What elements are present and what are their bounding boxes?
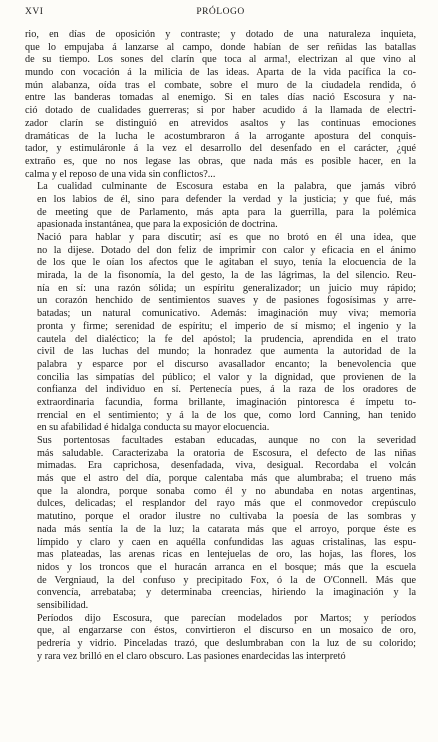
text-line: Sus portentosas facultades estaban educadas, aunque no con la severidad xyxy=(37,435,416,446)
text-line: calma y el reposo de una vida sin conflictos?... xyxy=(25,168,216,180)
text-line: pedrería y vidrio. Pinceladas trazó, que deslumbraban con la luz de su colorido; xyxy=(37,638,416,649)
text-line: nidos y los troncos que el huracán arranca en el bosque; más que la escuela xyxy=(37,561,416,573)
text-line: que, al engarzarse con éstos, convirtieron el discurso en un mosaico de oro, xyxy=(37,625,416,637)
text-line: en los labios de él, sino para defender la verdad y la justicia; y que fué, más xyxy=(37,193,416,205)
text-line: mún alabanza, oída tras el combate, sobre el muro de la ciudadela rendida, ó xyxy=(25,79,416,91)
text-line: extraño es, que no nos legase las obras, que nada más es posible hacer, en la xyxy=(25,155,416,167)
text-line: más saludable. Caracterizaba la oratoria de Escosura, el defecto de las niñas xyxy=(37,447,416,459)
paragraph xyxy=(25,435,416,613)
text-line: cautela del dialéctico; la fe del apóstol; la prudencia, aprendida en el trato xyxy=(37,333,416,345)
text-line: dulces, delicadas; el resplandor del rayo más que el conmovedor crepúsculo xyxy=(37,498,416,510)
text-line: extraordinaria facundia, forma brillante, imaginación pintoresca é ímpetu to- xyxy=(37,396,416,408)
text-line: concilia las simpatías del público; el valor y la dignidad, que provienen de la xyxy=(37,371,416,383)
text-line: mirada, la de la fisonomía, la del gesto, la de las lágrimas, la del silencio. Reu- xyxy=(37,270,416,282)
text-line: que lo empujaba á lanzarse al campo, donde habían de ser reñidas las batallas xyxy=(25,41,416,53)
text-line: rio, en días de oposición y contraste; y dotado de una naturaleza inquieta, xyxy=(25,29,416,40)
text-line: en su afabilidad é hidalga conducta su mayor elocuencia. xyxy=(37,422,270,434)
text-line: matutino, porque el orador ilustre no cultivaba la poesía de las sombras y xyxy=(37,511,416,523)
text-line: tador, y estimuláronle á la vez el desarrollo del desenfado en el carácter, ¿qué xyxy=(25,143,416,155)
text-line: límpido y claro y caen en aquélla confundidas las aguas cristalinas, las espu- xyxy=(37,536,416,548)
text-line: Nació para hablar y para discutir; así es que no brotó en él una idea, que xyxy=(37,232,416,243)
text-line: La cualidad culminante de Escosura estaba en la palabra, que jamás vibró xyxy=(37,181,416,193)
text-line: más que el astro del día, porque calentaba más que alumbraba; el trueno más xyxy=(37,473,416,485)
text-line: batadas; un natural comunicativo. Además: imaginación muy viva; memoria xyxy=(37,308,416,320)
text-line: pronta y firme; serenidad de espíritu; el imperio de sí mismo; el ingenio y la xyxy=(37,320,416,332)
body-text xyxy=(25,29,416,663)
text-line: ció dotado de cualidades guerreras; si por haber acudido á la llamada de electri- xyxy=(25,105,416,117)
text-line: que la alondra, porque sonaba como él y no abundaba en notas argentinas, xyxy=(37,485,416,497)
paragraph xyxy=(25,181,416,232)
text-line: un corazón henchido de sentimientos suaves y de pasiones fogosísimas y arre- xyxy=(37,295,416,307)
text-line: confianza del individuo en sí. Pertenecía pues, á la raza de los oradores de xyxy=(37,384,416,396)
text-line: de los que le oían los afectos que le agitaban el suyo, tenía la elocuencia de la xyxy=(37,257,416,269)
text-line: de meeting que de Parlamento, más apta para la guerrilla, para la polémica xyxy=(37,206,416,218)
paragraph xyxy=(25,613,416,664)
text-line: nía en sí: una razón sólida; un espíritu generalizador; un juicio muy rápido; xyxy=(37,282,416,294)
text-line: mas plateadas, las arenas ricas en lentejuelas de oro, las hojas, las flores, los xyxy=(37,549,416,561)
text-line: rrencial en el sentimiento; y á la de los que, como lord Canning, han tenido xyxy=(37,409,416,421)
text-line: civil de las luchas del mundo; la honradez que aumenta la autoridad de la xyxy=(37,346,416,358)
text-line: y rara vez brilló en el claro obscuro. Las pasiones enardecidas las interpretó xyxy=(37,650,346,662)
running-title: PRÓLOGO xyxy=(196,7,245,17)
text-line: sensibilidad. xyxy=(37,599,89,611)
text-line: dramáticas de la lucha le acostumbraron á la arrogante apostura del conquis- xyxy=(25,130,416,142)
text-line: palabra y esparce por el discurso avasallador encanto; la benevolencia que xyxy=(37,358,416,370)
text-line: de Vergniaud, la del confuso y precipitado Fox, ó la de O'Connell. Más que xyxy=(37,574,416,586)
running-head xyxy=(25,7,416,21)
text-line: de su tiempo. Los sones del clarín que toca al arma!, electrizan al que vino al xyxy=(25,54,416,66)
page-number: XVI xyxy=(25,7,44,17)
text-line: apasionada instantánea, que para la exposición de doctrina. xyxy=(37,219,278,231)
paragraph xyxy=(25,232,416,435)
text-line: no la dijese. Dotado del don feliz de imprimir con calor y eficacia en el ánimo xyxy=(37,244,416,256)
text-line: mundo con vocación á la milicia de las ideas. Aparta de la vida pacífica la co- xyxy=(25,67,416,79)
text-line: convencía, arrebataba; y determinaba creencias, hiriendo la imaginación y la xyxy=(37,587,416,599)
text-line: mimadas. Era caprichosa, desenfadada, viva, desigual. Recordaba el volcán xyxy=(37,460,416,472)
text-line: zador clarín se distinguió en atrevidos asaltos y las continuas emociones xyxy=(25,117,416,129)
text-line: entre las banderas tomadas al enemigo. Si en tales días nació Escosura y na- xyxy=(25,92,416,104)
text-line: Períodos dijo Escosura, que parecían modelados por Martos; y períodos xyxy=(37,612,416,624)
text-line: nada más sentía la de la luz; la catarata más que el arroyo, porque éste es xyxy=(37,523,416,535)
paragraph xyxy=(25,29,416,181)
